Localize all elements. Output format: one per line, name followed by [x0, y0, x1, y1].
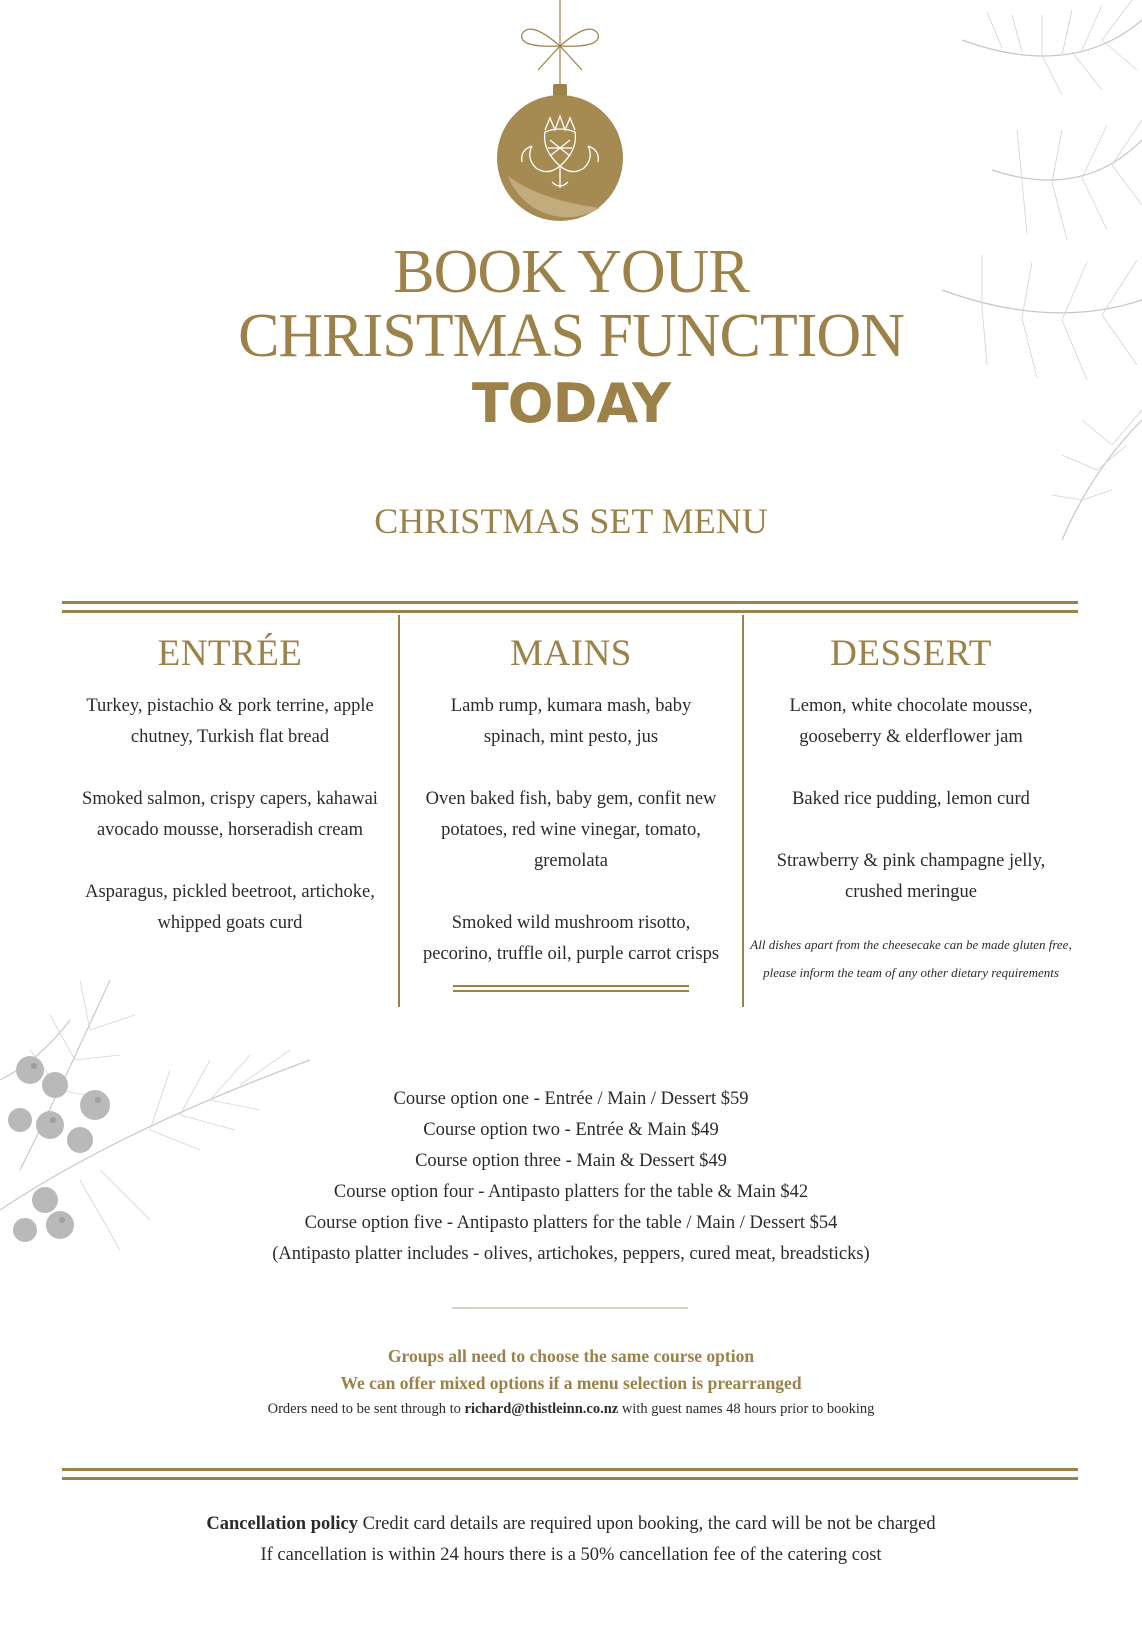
mains-heading: MAINS: [510, 633, 632, 674]
course-option: Course option four - Antipasto platters for the table & Main $42: [333, 1182, 809, 1202]
bottom-divider: [62, 1468, 1078, 1480]
orders-notice: [0, 1401, 1142, 1418]
entree-dish: [62, 784, 398, 846]
dessert-dish: [744, 846, 1078, 908]
cancellation-line: [0, 1509, 1142, 1540]
course-option: Course option one - Entrée / Main / Dessert $59: [393, 1089, 749, 1109]
antipasto-note: (Antipasto platter includes - olives, artichokes, peppers, cured meat, breadsticks): [272, 1244, 870, 1264]
entree-dish: [62, 691, 398, 753]
mains-divider: [453, 985, 689, 992]
cancellation-line: If cancellation is within 24 hours there is a 50% cancellation fee of the catering cost: [260, 1545, 882, 1565]
headline-line-3: TODAY: [471, 372, 671, 435]
group-notice-line: Groups all need to choose the same course option: [387, 1346, 755, 1366]
course-option: Course option two - Entrée & Main $49: [423, 1120, 719, 1140]
dessert-dish: [744, 784, 1078, 815]
dish-line: Lemon, white chocolate mousse,: [789, 696, 1033, 716]
cancellation-text: Credit card details are required upon booking, the card will be not be charged: [358, 1514, 936, 1534]
dietary-note: [744, 931, 1078, 987]
headline-line-1: BOOK YOUR: [393, 238, 749, 306]
dish-line: spinach, mint pesto, jus: [483, 727, 659, 747]
dessert-heading: DESSERT: [830, 633, 992, 674]
dessert-dish: [744, 691, 1078, 753]
orders-email: richard@thistleinn.co.nz: [464, 1401, 619, 1417]
menu-title: CHRISTMAS SET MENU: [374, 501, 768, 541]
dish-line: whipped goats curd: [157, 913, 303, 933]
headline: [0, 240, 1142, 440]
note-line: please inform the team of any other dietary requirements: [763, 965, 1059, 980]
bauble-thistle-logo: [490, 0, 650, 235]
mains-dish: [400, 691, 742, 753]
group-notice: [0, 1343, 1142, 1397]
cancellation-policy: [0, 1509, 1142, 1571]
dish-line: crushed meringue: [844, 882, 978, 902]
dish-line: Oven baked fish, baby gem, confit new: [425, 789, 717, 809]
options-divider: [452, 1307, 688, 1309]
course-option: Course option five - Antipasto platters for the table / Main / Dessert $54: [304, 1213, 838, 1233]
note-line: All dishes apart from the cheesecake can be made gluten free,: [750, 937, 1072, 952]
course-option: Course option three - Main & Dessert $49: [415, 1151, 727, 1171]
headline-line-2: CHRISTMAS FUNCTION: [238, 302, 904, 370]
top-divider: [62, 601, 1078, 613]
dish-line: Lamb rump, kumara mash, baby: [450, 696, 692, 716]
dish-line: Turkey, pistachio & pork terrine, apple: [86, 696, 374, 716]
dish-line: Smoked salmon, crispy capers, kahawai: [82, 789, 378, 809]
orders-suffix: with guest names 48 hours prior to booking: [618, 1401, 875, 1417]
dish-line: avocado mousse, horseradish cream: [96, 820, 364, 840]
dish-line: chutney, Turkish flat bread: [130, 727, 330, 747]
dish-line: potatoes, red wine vinegar, tomato,: [441, 820, 701, 840]
mains-dish: [400, 784, 742, 877]
group-notice-line: We can offer mixed options if a menu selection is prearranged: [340, 1373, 802, 1393]
dish-line: Baked rice pudding, lemon curd: [792, 789, 1030, 809]
dish-line: pecorino, truffle oil, purple carrot crisps: [422, 944, 720, 964]
cancellation-label: Cancellation policy: [206, 1514, 358, 1534]
dish-line: Strawberry & pink champagne jelly,: [776, 851, 1046, 871]
mains-dish: [400, 908, 742, 970]
dish-line: Smoked wild mushroom risotto,: [451, 913, 691, 933]
mains-column: [398, 615, 744, 1007]
dish-line: Asparagus, pickled beetroot, artichoke,: [85, 882, 375, 902]
dessert-column: [744, 615, 1078, 1007]
course-options: [0, 1084, 1142, 1270]
dish-line: gremolata: [534, 851, 608, 871]
dish-line: gooseberry & elderflower jam: [799, 727, 1023, 747]
entree-column: [62, 615, 398, 1007]
entree-heading: ENTRÉE: [157, 633, 303, 674]
orders-prefix: Orders need to be sent through to: [267, 1401, 465, 1417]
entree-dish: [62, 877, 398, 939]
